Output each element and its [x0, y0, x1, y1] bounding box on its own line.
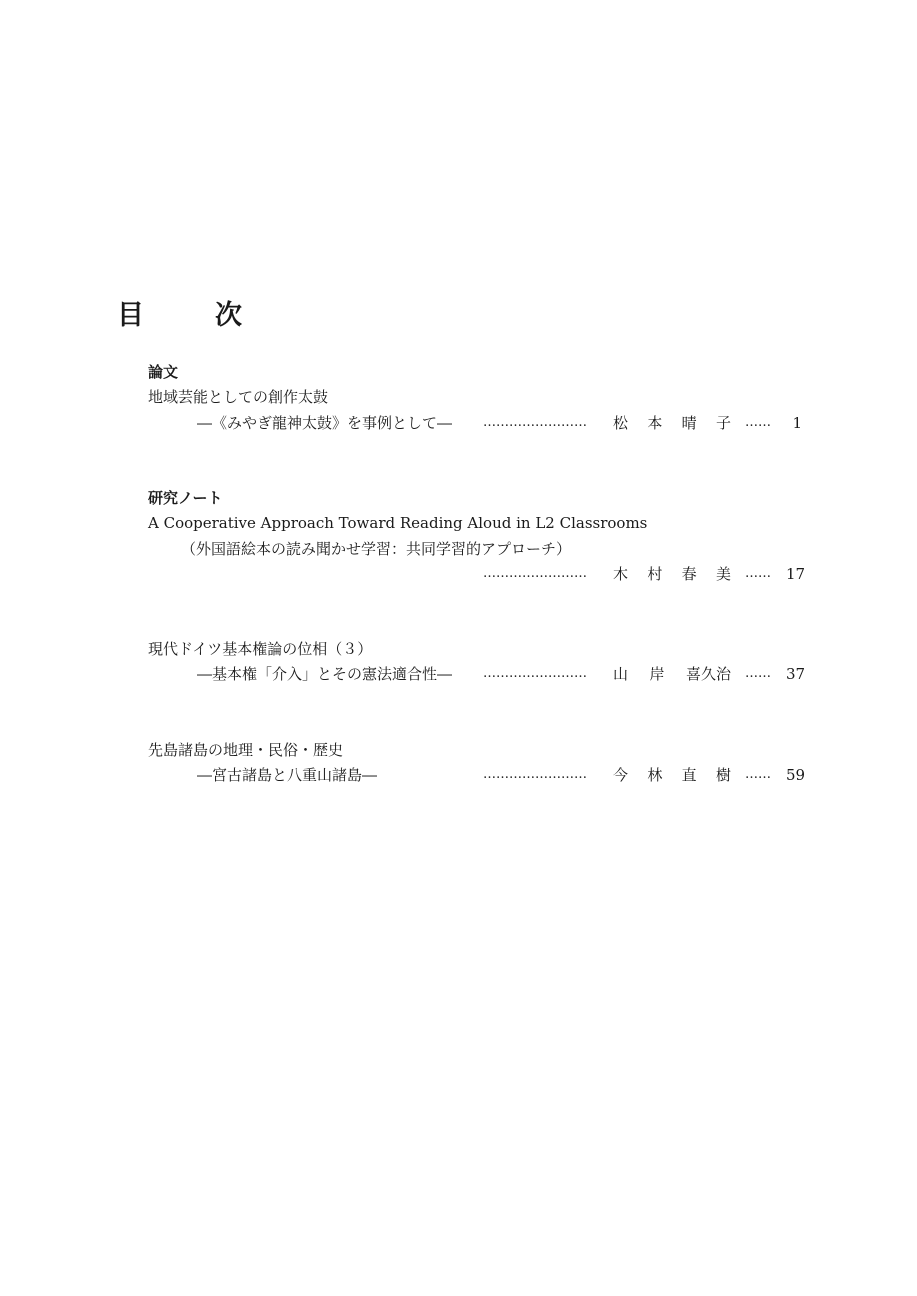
author-char: 村	[647, 565, 663, 583]
entry-title[interactable]: 地域芸能としての創作太鼓	[148, 388, 329, 406]
entry-author	[613, 563, 731, 585]
author-char: 本	[647, 414, 663, 432]
dot-leader: ……………………	[483, 566, 587, 581]
dot-leader: ……………………	[483, 666, 587, 681]
dot-leader: ……………………	[483, 767, 587, 782]
page-dot-leader: ……	[745, 767, 771, 782]
author-char: 春	[681, 565, 697, 583]
entry-page-number[interactable]: 1	[792, 414, 802, 432]
author-char: 喜久治	[685, 665, 731, 683]
section-heading-kenkyu-note: 研究ノート	[148, 489, 223, 507]
entry-author	[613, 764, 731, 786]
author-char: 山	[613, 665, 629, 683]
entry-subtitle: ―《みやぎ龍神太鼓》を事例として―	[197, 414, 453, 432]
author-char: 樹	[715, 766, 731, 784]
entry-subtitle: ―基本権「介入」とその憲法適合性―	[197, 665, 453, 683]
entry-subtitle: ―宮古諸島と八重山諸島―	[197, 766, 378, 784]
author-char: 直	[681, 766, 697, 784]
entry-author	[613, 412, 731, 434]
entry-title[interactable]: 先島諸島の地理・民俗・歴史	[148, 741, 344, 759]
page-title: 目 次	[117, 300, 264, 331]
author-char: 松	[613, 414, 629, 432]
page-dot-leader: ……	[745, 566, 771, 581]
author-char: 今	[613, 766, 629, 784]
section-heading-ronbun: 論文	[148, 363, 179, 381]
entry-title[interactable]: A Cooperative Approach Toward Reading Aloud in L2 Classrooms	[148, 514, 648, 532]
entry-page-number[interactable]: 37	[786, 665, 806, 683]
author-char: 岸	[649, 665, 665, 683]
author-char: 林	[647, 766, 663, 784]
author-char: 子	[715, 414, 731, 432]
author-char: 晴	[681, 414, 697, 432]
entry-page-number[interactable]: 17	[786, 565, 806, 583]
page-dot-leader: ……	[745, 666, 771, 681]
entry-author	[613, 663, 731, 685]
dot-leader: ……………………	[483, 415, 587, 430]
page-dot-leader: ……	[745, 415, 771, 430]
entry-subtitle: （外国語絵本の読み聞かせ学習：共同学習的アプローチ）	[181, 540, 572, 558]
author-char: 木	[613, 565, 629, 583]
entry-page-number[interactable]: 59	[786, 766, 806, 784]
entry-title[interactable]: 現代ドイツ基本権論の位相（３）	[148, 640, 373, 658]
author-char: 美	[715, 565, 731, 583]
